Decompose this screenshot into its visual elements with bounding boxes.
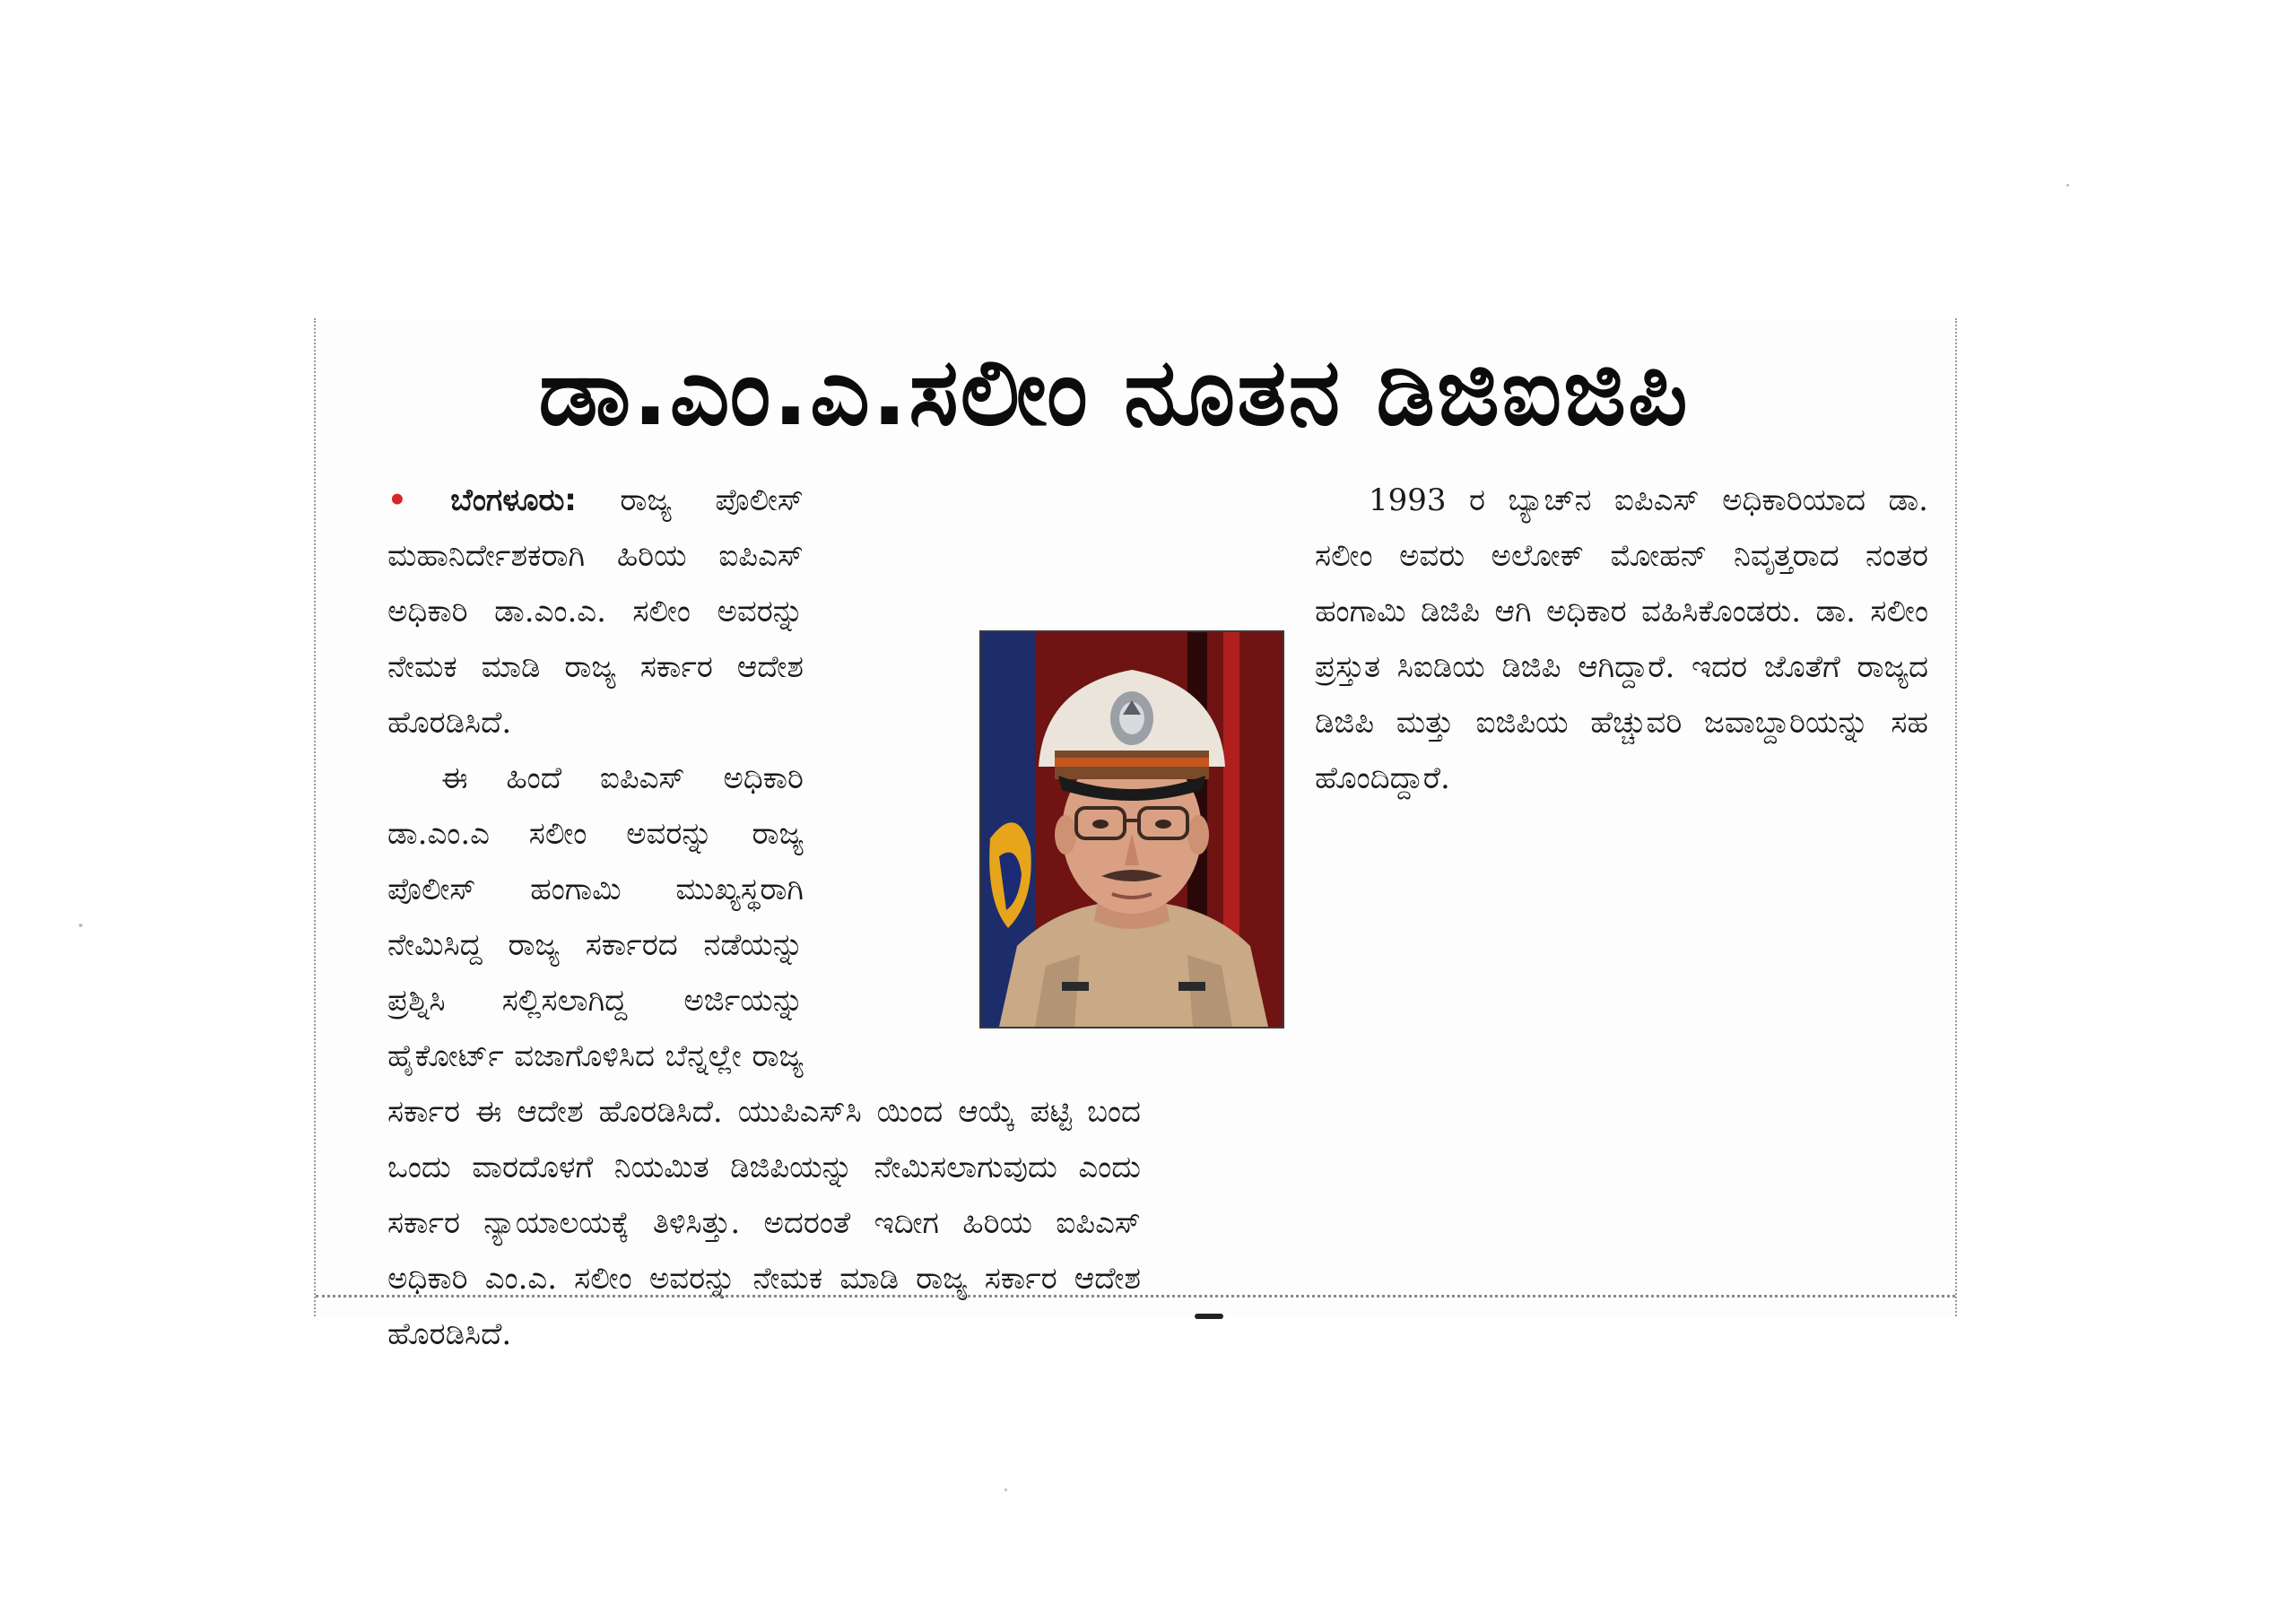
divider-mark — [1195, 1314, 1223, 1319]
officer-portrait-photo — [979, 630, 1284, 1028]
scan-speck — [2066, 184, 2069, 187]
scan-speck — [79, 924, 83, 927]
headline: ಡಾ.ಎಂ.ಎ.ಸಲೀಂ ನೂತನ ಡಿಜಿಐಜಿಪಿ — [538, 337, 1690, 447]
paragraph-text: ಈ ಹಿಂದೆ ಐಪಿಎಸ್ ಅಧಿಕಾರಿ ಡಾ.ಎಂ.ಎ ಸಲೀಂ ಅವರನ್ನು ರಾಜ್ಯ ಪೊಲೀಸ್ ಹಂಗಾಮಿ ಮುಖ್ಯಸ್ಥರಾಗಿ ನೇಮಿಸಿದ್ದ ರಾಜ್ಯ ಸರ್ಕಾರದ ನಡೆಯನ್ನು ಪ್ರಶ್ನಿಸಿ ಸಲ್ಲಿಸಲಾಗಿದ್ದ ಅರ್ಜಿಯನ್ನು ಹೈಕೋರ್ಟ್ ವಜಾಗೊಳಿಸಿದ ಬೆನ್ನಲ್ಲೇ ರಾಜ್ಯ ಸರ್ಕಾರ ಈ ಆದೇಶ ಹೊರಡಿಸಿದೆ. ಯುಪಿಎಸ್‌ಸಿ ಯಿಂದ ಆಯ್ಕೆ ಪಟ್ಟಿ ಬಂದ ಒಂದು ವಾರದೊಳಗೆ ನಿಯಮಿತ ಡಿಜಿಪಿಯನ್ನು ನೇಮಿಸಲಾಗುವುದು ಎಂದು ಸರ್ಕಾರ ನ್ಯಾಯಾಲಯಕ್ಕೆ ತಿಳಿಸಿತ್ತು. ಅದರಂತೆ ಇದೀಗ ಹಿರಿಯ ಐಪಿಎಸ್ ಅಧಿಕಾರಿ ಎಂ.ಎ. ಸಲೀಂ ಅವರನ್ನು ನೇಮಕ ಮಾಡಿ ರಾಜ್ಯ ಸರ್ಕಾರ ಆದೇಶ ಹೊರಡಿಸಿದೆ. — [387, 760, 1141, 1352]
newspaper-clipping — [314, 318, 1957, 1352]
paragraph-text: 1993 ರ ಬ್ಯಾಚ್‌ನ ಐಪಿಎಸ್ ಅಧಿಕಾರಿಯಾದ ಡಾ. ಸಲೀಂ ಅವರು ಅಲೋಕ್ ಮೋಹನ್ ನಿವೃತ್ತರಾದ ನಂತರ ಹಂಗಾಮಿ ಡಿಜಿಪಿ ಆಗಿ ಅಧಿಕಾರ ವಹಿಸಿಕೊಂಡರು. ಡಾ. ಸಲೀಂ ಪ್ರಸ್ತುತ ಸಿಐಡಿಯ ಡಿಜಿಪಿ ಆಗಿದ್ದಾರೆ. ಇದರ ಜೊತೆಗೆ ರಾಜ್ಯದ ಡಿಜಿಪಿ ಮತ್ತು ಐಜಿಪಿಯ ಹೆಚ್ಚುವರಿ ಜವಾಬ್ದಾರಿಯನ್ನು ಸಹ ಹೊಂದಿದ್ದಾರೆ. — [1315, 482, 1928, 796]
bottom-divider — [316, 1295, 1955, 1298]
dateline: ಬೆಂಗಳೂರು: — [450, 482, 577, 518]
paragraph-text: ರಾಜ್ಯ ಪೊಲೀಸ್ ಮಹಾನಿರ್ದೇಶಕರಾಗಿ ಹಿರಿಯ ಐಪಿಎಸ್ ಅಧಿಕಾರಿ ಡಾ.ಎಂ.ಎ. ಸಲೀಂ ಅವರನ್ನು ನೇಮಕ ಮಾಡಿ ರಾಜ್ಯ ಸರ್ಕಾರ ಆದೇಶ ಹೊರಡಿಸಿದೆ. — [387, 482, 804, 741]
dateline-bullet-icon: • — [387, 482, 407, 518]
article-column-right — [1177, 473, 1928, 1262]
scan-speck — [1004, 1488, 1007, 1491]
officer-portrait-illustration — [981, 632, 1283, 1027]
